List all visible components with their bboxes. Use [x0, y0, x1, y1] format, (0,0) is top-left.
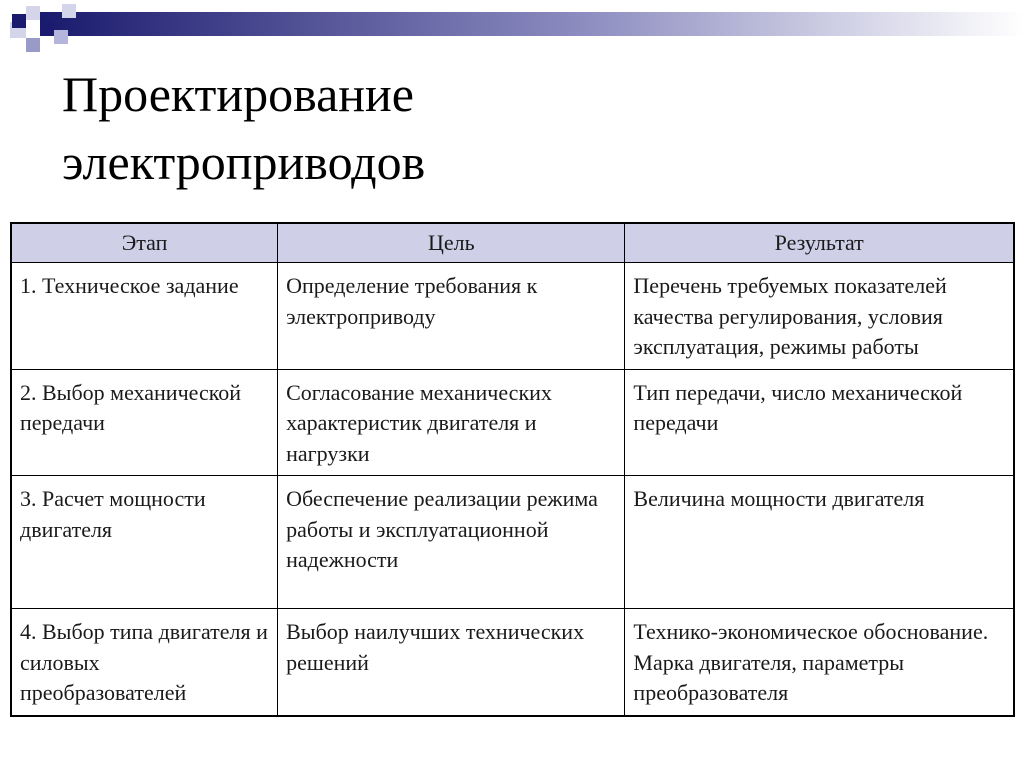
- slide-title: [62, 60, 962, 196]
- header-result: Результат: [625, 223, 1014, 263]
- design-stages-table: [10, 222, 1015, 717]
- cell-stage: 2. Выбор механической передачи: [11, 369, 278, 476]
- cell-result: Тип передачи, число механической передачи: [625, 369, 1014, 476]
- header-goal: Цель: [278, 223, 625, 263]
- cell-goal: Обеспечение реализации режима работы и эксплуатационной надежности: [278, 476, 625, 609]
- table-row: [11, 609, 1014, 716]
- decorative-header-banner: [0, 0, 1024, 60]
- cell-goal: Выбор наилучших технических решений: [278, 609, 625, 716]
- cell-stage: 3. Расчет мощности двигателя: [11, 476, 278, 609]
- cell-result: Перечень требуемых показателей качества регулирования, условия эксплуатация, режимы работы: [625, 263, 1014, 370]
- cell-goal: Определение требования к электроприводу: [278, 263, 625, 370]
- header-stage: Этап: [11, 223, 278, 263]
- cell-result: Величина мощности двигателя: [625, 476, 1014, 609]
- slide-title-line2: электроприводов: [62, 134, 426, 190]
- cell-goal: Согласование механических характеристик двигателя и нагрузки: [278, 369, 625, 476]
- table-row: [11, 263, 1014, 370]
- table-header-row: [11, 223, 1014, 263]
- cell-result: Технико-экономическое обоснование. Марка двигателя, параметры преобразователя: [625, 609, 1014, 716]
- slide-title-line1: Проектирование: [62, 66, 415, 122]
- cell-stage: 4. Выбор типа двигателя и силовых преобразователей: [11, 609, 278, 716]
- table-row: [11, 476, 1014, 609]
- table-row: [11, 369, 1014, 476]
- cell-stage: 1. Техническое задание: [11, 263, 278, 370]
